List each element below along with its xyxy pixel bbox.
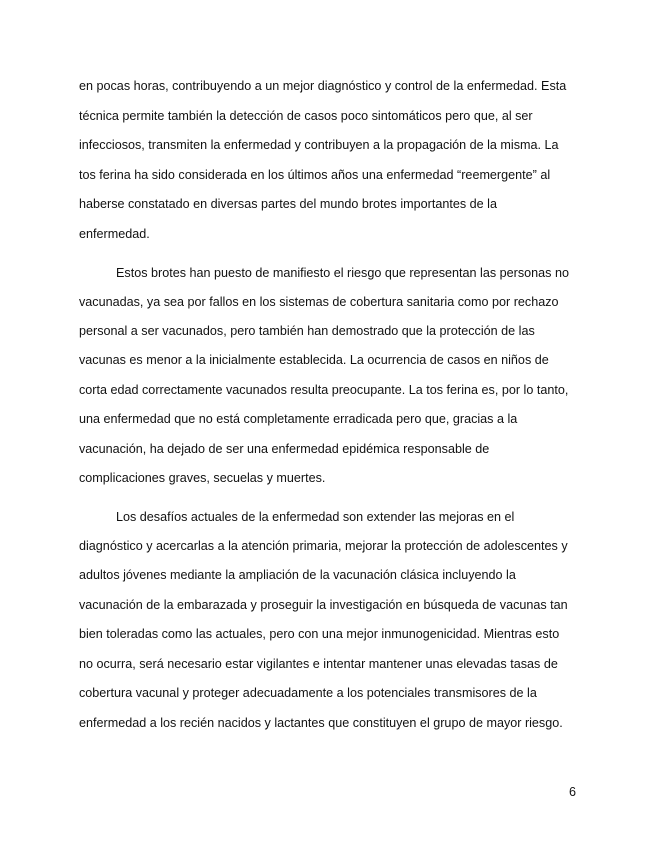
page-number: 6 xyxy=(569,785,577,799)
paragraph-1-line-1: en pocas horas, contribuyendo a un mejor diagnóstico y control de la enfermedad. Esta xyxy=(79,79,567,93)
paragraph-1-line-2: técnica permite también la detección de casos poco sintomáticos pero que, al ser xyxy=(79,109,533,123)
paragraph-3-line-6: no ocurra, será necesario estar vigilantes e intentar mantener unas elevadas tasas de xyxy=(79,657,558,671)
paragraph-2-line-6: una enfermedad que no está completamente erradicada pero que, gracias a la xyxy=(79,412,518,426)
paragraph-2-line-1: Estos brotes han puesto de manifiesto el riesgo que representan las personas no xyxy=(116,266,569,280)
paragraph-3-line-4: vacunación de la embarazada y proseguir la investigación en búsqueda de vacunas tan xyxy=(79,598,568,612)
paragraph-1-line-6: enfermedad. xyxy=(79,227,150,241)
paragraph-2-line-5: corta edad correctamente vacunados resulta preocupante. La tos ferina es, por lo tanto, xyxy=(79,383,569,397)
paragraph-3-line-1: Los desafíos actuales de la enfermedad son extender las mejoras en el xyxy=(116,510,515,524)
paragraph-1-line-3: infecciosos, transmiten la enfermedad y contribuyen a la propagación de la misma. La xyxy=(79,138,559,152)
paragraph-2-line-3: personal a ser vacunados, pero también han demostrado que la protección de las xyxy=(79,324,535,338)
paragraph-3-line-8: enfermedad a los recién nacidos y lactantes que constituyen el grupo de mayor riesgo. xyxy=(79,716,563,730)
paragraph-1-line-4: tos ferina ha sido considerada en los últimos años una enfermedad “reemergente” al xyxy=(79,168,551,182)
paragraph-2-line-8: complicaciones graves, secuelas y muertes. xyxy=(79,471,326,485)
paragraph-3-line-5: bien toleradas como las actuales, pero con una mejor inmunogenicidad. Mientras esto xyxy=(79,627,560,641)
paragraph-2-line-2: vacunadas, ya sea por fallos en los sistemas de cobertura sanitaria como por rechazo xyxy=(79,295,559,309)
paragraph-3-line-7: cobertura vacunal y proteger adecuadamente a los potenciales transmisores de la xyxy=(79,686,537,700)
paragraph-2-line-4: vacunas es menor a la inicialmente establecida. La ocurrencia de casos en niños de xyxy=(79,353,549,367)
paragraph-3-line-3: adultos jóvenes mediante la ampliación de la vacunación clásica incluyendo la xyxy=(79,568,516,582)
paragraph-1-line-5: haberse constatado en diversas partes del mundo brotes importantes de la xyxy=(79,197,497,211)
paragraph-3-line-2: diagnóstico y acercarlas a la atención primaria, mejorar la protección de adolescentes y xyxy=(79,539,568,553)
paragraph-2-line-7: vacunación, ha dejado de ser una enfermedad epidémica responsable de xyxy=(79,442,490,456)
